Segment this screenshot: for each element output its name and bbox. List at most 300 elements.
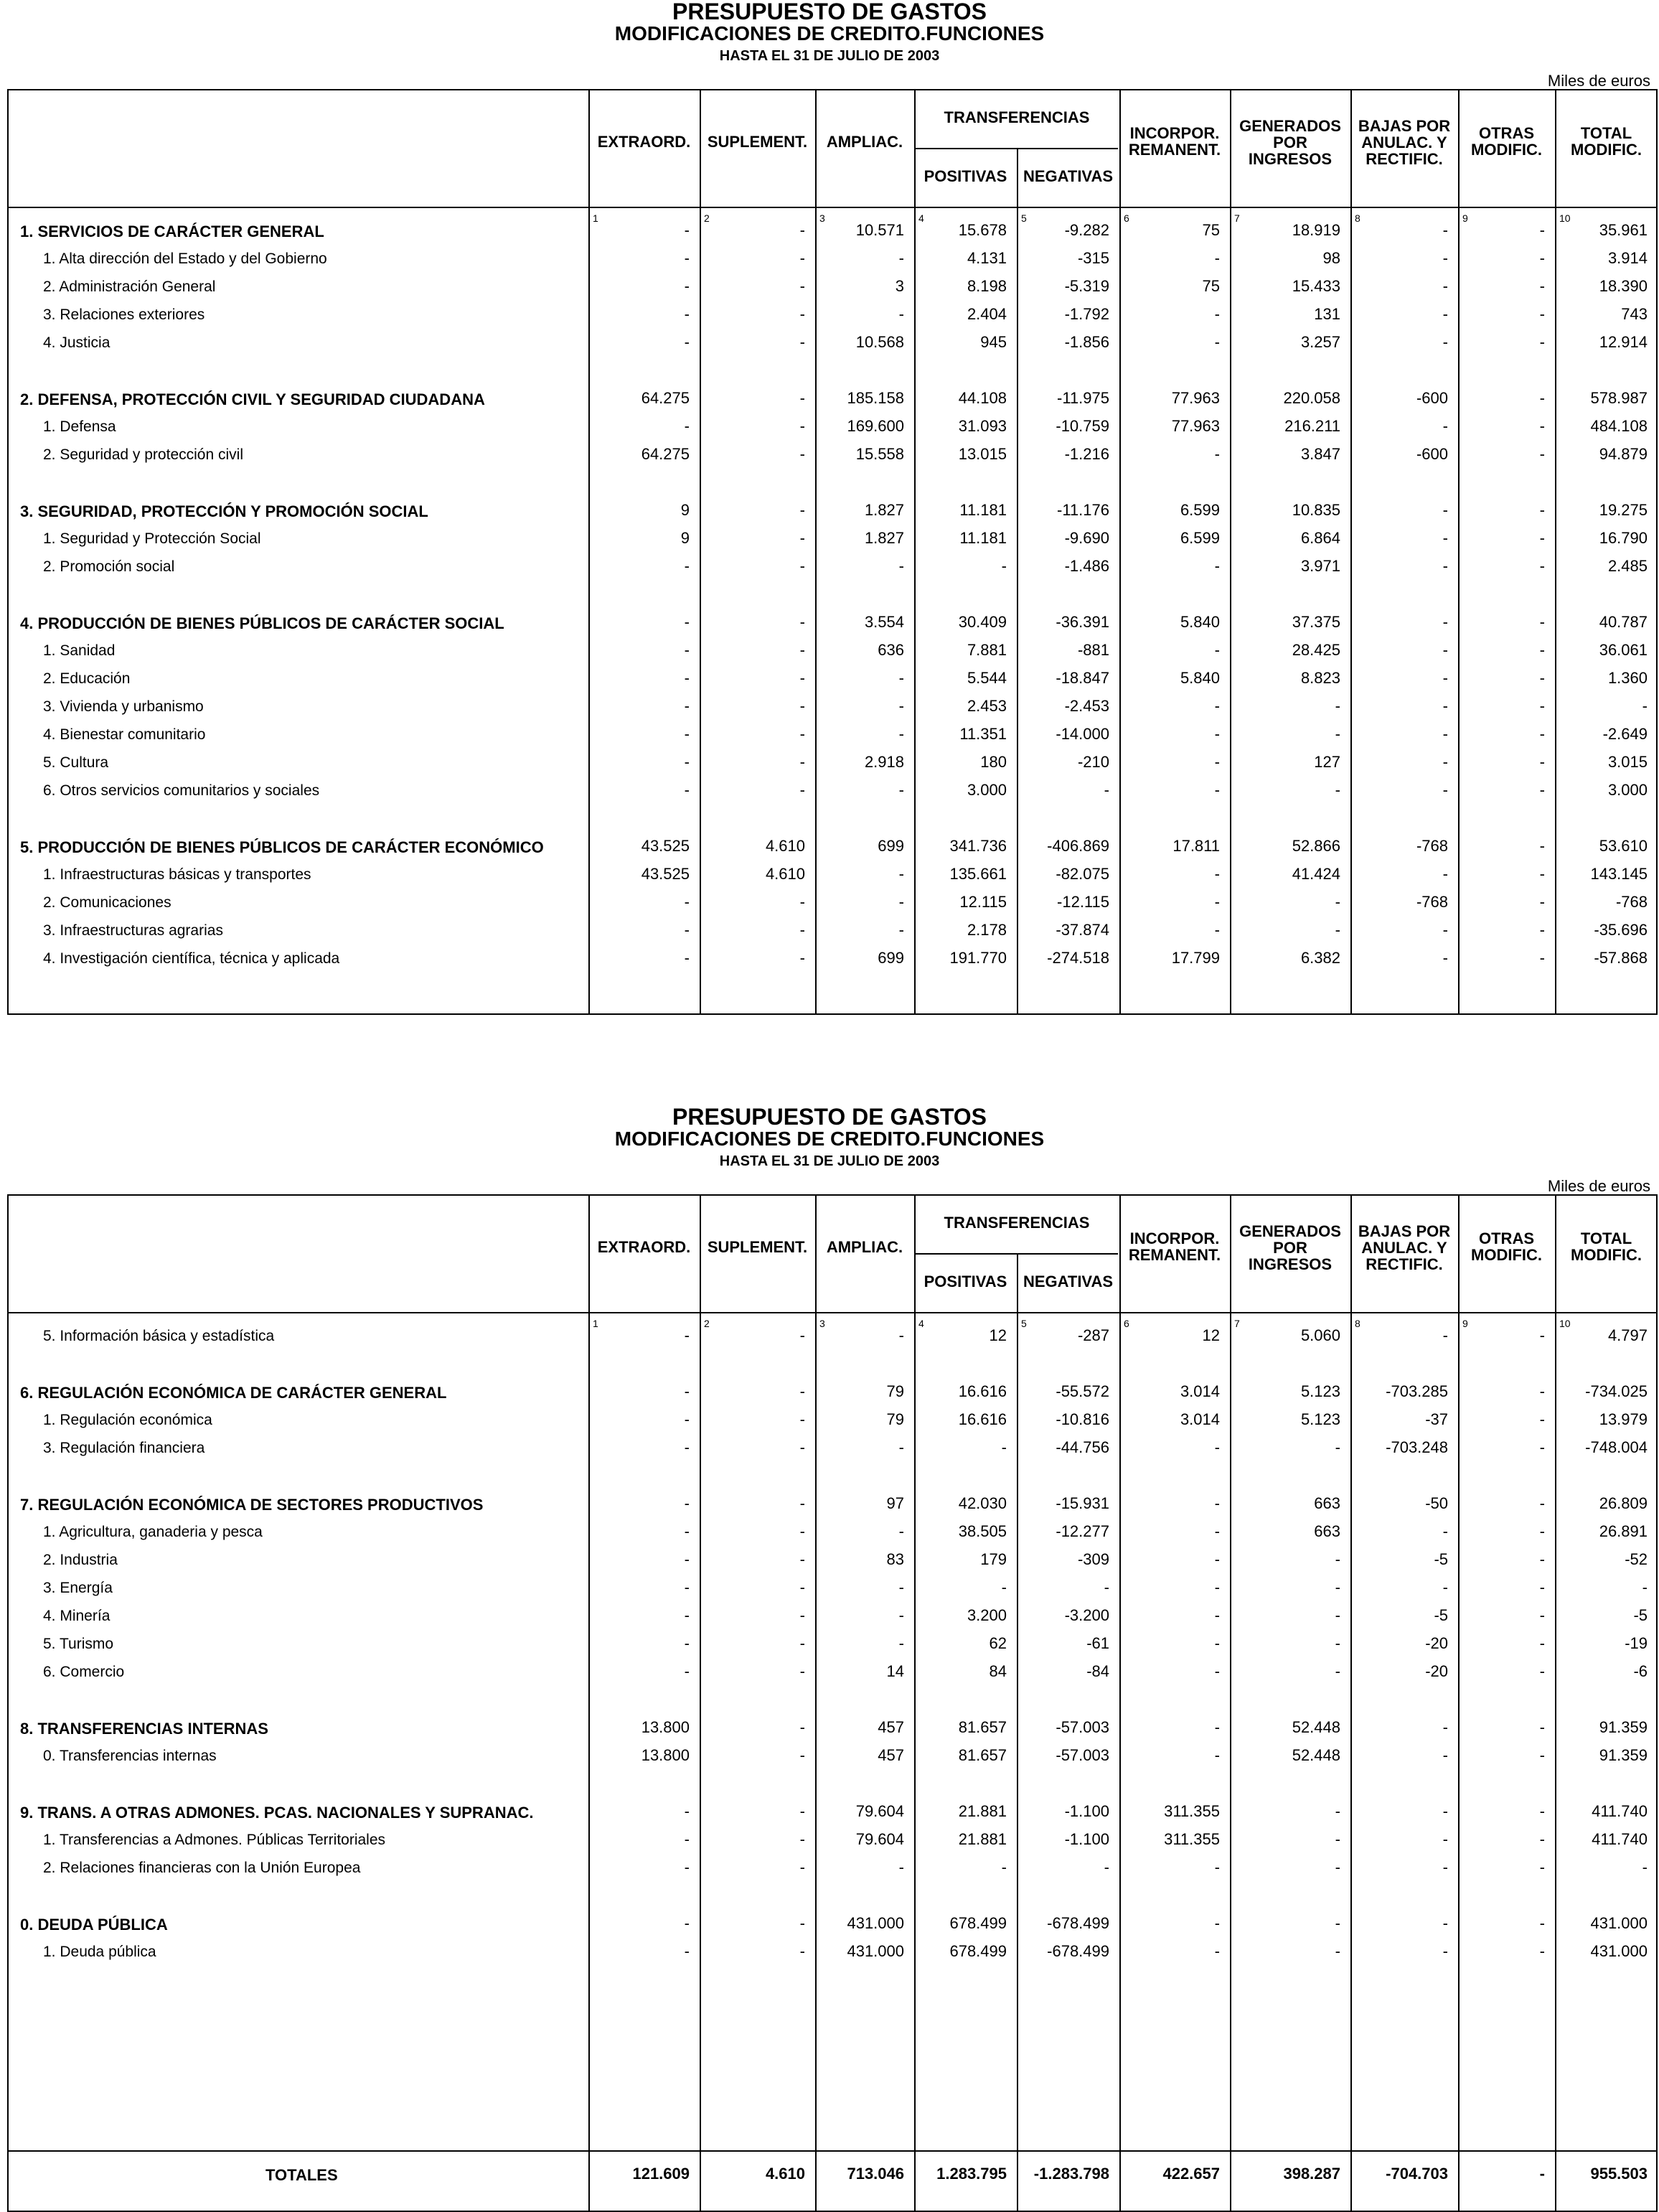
cell-value: -57.868 xyxy=(1594,949,1648,967)
cell-value: 5.123 xyxy=(1300,1382,1340,1400)
cell-value: 5.840 xyxy=(1180,613,1220,631)
table-row xyxy=(9,1939,1659,1967)
cell-value: - xyxy=(799,1326,805,1344)
cell-value: 26.809 xyxy=(1599,1494,1648,1512)
column-header-3 xyxy=(815,133,914,150)
total-value: 121.609 xyxy=(632,2165,690,2183)
cell-value: - xyxy=(1214,921,1220,939)
cell-value: - xyxy=(1442,613,1448,631)
total-value: 398.287 xyxy=(1283,2165,1340,2183)
table-row xyxy=(9,890,1659,917)
cell-value: 84 xyxy=(989,1662,1007,1680)
cell-value: 341.736 xyxy=(949,837,1007,855)
column-header-8 xyxy=(1350,1223,1458,1273)
column-number: 2 xyxy=(704,1318,710,1329)
cell-value: -703.248 xyxy=(1386,1438,1448,1456)
cell-value: -1.856 xyxy=(1064,333,1109,351)
section-row xyxy=(9,1911,1659,1939)
column-header-5 xyxy=(1017,1273,1119,1290)
cell-value: - xyxy=(1214,1494,1220,1512)
column-header-line: POR xyxy=(1273,1239,1307,1257)
section-row xyxy=(9,834,1659,861)
cell-value: - xyxy=(898,249,904,267)
cell-value: - xyxy=(684,725,690,743)
cell-value: 19.275 xyxy=(1599,501,1648,519)
cell-value: - xyxy=(684,1634,690,1652)
cell-value: - xyxy=(799,1382,805,1400)
column-header-3 xyxy=(815,1239,914,1255)
cell-value: 636 xyxy=(878,641,904,659)
cell-value: 37.375 xyxy=(1292,613,1340,631)
cell-value: 8.198 xyxy=(967,277,1007,295)
cell-value: 6.864 xyxy=(1300,529,1340,547)
row-label: 1. Agricultura, ganaderia y pesca xyxy=(43,1524,263,1540)
cell-value: - xyxy=(1214,557,1220,575)
table-row xyxy=(9,1827,1659,1855)
cell-value: 31.093 xyxy=(958,417,1007,435)
row-label: 1. SERVICIOS DE CARÁCTER GENERAL xyxy=(20,222,324,240)
transferencias-divider xyxy=(914,1253,1118,1255)
cell-value: - xyxy=(1442,557,1448,575)
cell-value: - xyxy=(799,697,805,715)
cell-value: - xyxy=(898,697,904,715)
table-row xyxy=(9,1407,1659,1435)
cell-value: 64.275 xyxy=(641,389,690,407)
cell-value: - xyxy=(684,1410,690,1428)
row-label: 7. REGULACIÓN ECONÓMICA DE SECTORES PRODUCTIVOS xyxy=(20,1496,484,1514)
cell-value: - xyxy=(799,1606,805,1624)
cell-value: 12 xyxy=(989,1326,1007,1344)
section-row xyxy=(9,386,1659,413)
cell-value: - xyxy=(1442,1802,1448,1820)
row-label: 4. Bienestar comunitario xyxy=(43,726,206,743)
cell-value: -9.282 xyxy=(1064,221,1109,239)
cell-value: 12.914 xyxy=(1599,333,1648,351)
table-row xyxy=(9,778,1659,805)
cell-value: 431.000 xyxy=(1590,1942,1648,1960)
cell-value: -82.075 xyxy=(1056,865,1109,883)
row-label: 1. Transferencias a Admones. Públicas Territoriales xyxy=(43,1832,386,1848)
cell-value: - xyxy=(1214,305,1220,323)
cell-value: - xyxy=(1214,725,1220,743)
cell-value: - xyxy=(1442,1718,1448,1736)
row-label: 9. TRANS. A OTRAS ADMONES. PCAS. NACIONALES Y SUPRANAC. xyxy=(20,1804,534,1822)
cell-value: 14 xyxy=(886,1662,904,1680)
column-header-line: ANULAC. Y xyxy=(1361,1239,1447,1257)
cell-value: 431.000 xyxy=(847,1914,904,1932)
data-table xyxy=(7,1194,1658,2212)
column-header-line: INGRESOS xyxy=(1248,150,1333,169)
column-header-line: OTRAS xyxy=(1479,124,1534,142)
cell-value: - xyxy=(1442,669,1448,687)
section-row xyxy=(9,1491,1659,1519)
header-divider xyxy=(9,207,1656,208)
cell-value: 12 xyxy=(1202,1326,1220,1344)
cell-value: -1.792 xyxy=(1064,305,1109,323)
cell-value: - xyxy=(1442,333,1448,351)
table-row xyxy=(9,1631,1659,1659)
table-row xyxy=(9,694,1659,721)
column-header-line: REMANENT. xyxy=(1128,141,1221,159)
totals-divider xyxy=(9,2150,1656,2152)
column-header-line: INCORPOR. xyxy=(1129,1229,1220,1247)
cell-value: 8.823 xyxy=(1300,669,1340,687)
row-label: 6. Otros servicios comunitarios y sociales xyxy=(43,782,320,799)
cell-value: - xyxy=(1335,1550,1340,1568)
cell-value: 2.918 xyxy=(864,753,904,771)
cell-value: - xyxy=(684,221,690,239)
cell-value: 81.657 xyxy=(958,1718,1007,1736)
row-label: 1. Defensa xyxy=(43,418,116,435)
cell-value: -678.499 xyxy=(1047,1942,1109,1960)
cell-value: - xyxy=(1442,949,1448,967)
column-header-line: MODIFIC. xyxy=(1571,141,1642,159)
column-header-4 xyxy=(914,1273,1017,1290)
column-header-line: POR xyxy=(1273,133,1307,152)
document-period: HASTA EL 31 DE JULIO DE 2003 xyxy=(719,1153,940,1169)
table-row xyxy=(9,554,1659,581)
cell-value: - xyxy=(684,1578,690,1596)
column-header-line: BAJAS POR xyxy=(1358,117,1451,135)
cell-value: - xyxy=(684,249,690,267)
cell-value: - xyxy=(898,1326,904,1344)
cell-value: - xyxy=(1539,641,1545,659)
cell-value: -9.690 xyxy=(1064,529,1109,547)
cell-value: - xyxy=(1539,1942,1545,1960)
column-header-9 xyxy=(1458,125,1555,158)
column-number: 1 xyxy=(593,1318,598,1329)
row-label: 6. Comercio xyxy=(43,1664,125,1680)
row-label: 2. Administración General xyxy=(43,278,216,295)
cell-value: -20 xyxy=(1425,1634,1448,1652)
cell-value: - xyxy=(799,949,805,967)
cell-value: - xyxy=(1214,249,1220,267)
section-row xyxy=(9,1715,1659,1743)
column-header-line: NEGATIVAS xyxy=(1023,1273,1114,1290)
column-header-line: BAJAS POR xyxy=(1358,1222,1451,1240)
column-header-6 xyxy=(1119,125,1230,158)
cell-value: - xyxy=(799,781,805,799)
cell-value: - xyxy=(1214,1858,1220,1876)
cell-value: - xyxy=(1442,725,1448,743)
cell-value: - xyxy=(1442,1830,1448,1848)
row-label: 2. DEFENSA, PROTECCIÓN CIVIL Y SEGURIDAD CIUDADANA xyxy=(20,390,485,408)
cell-value: 62 xyxy=(989,1634,1007,1652)
column-number: 4 xyxy=(918,212,924,224)
row-label: 5. PRODUCCIÓN DE BIENES PÚBLICOS DE CARÁCTER ECONÓMICO xyxy=(20,838,544,856)
cell-value: -2.453 xyxy=(1064,697,1109,715)
section-row xyxy=(9,218,1659,245)
column-header-10 xyxy=(1555,125,1658,158)
cell-value: 6.382 xyxy=(1300,949,1340,967)
cell-value: - xyxy=(684,1662,690,1680)
cell-value: 1.360 xyxy=(1607,669,1648,687)
cell-value: 40.787 xyxy=(1599,613,1648,631)
cell-value: 12.115 xyxy=(959,893,1007,911)
cell-value: 945 xyxy=(980,333,1007,351)
cell-value: 678.499 xyxy=(949,1914,1007,1932)
cell-value: 9 xyxy=(680,501,690,519)
table-row xyxy=(9,1519,1659,1547)
cell-value: - xyxy=(799,1662,805,1680)
cell-value: 9 xyxy=(680,529,690,547)
cell-value: 5.544 xyxy=(967,669,1007,687)
cell-value: - xyxy=(684,277,690,295)
cell-value: - xyxy=(799,1830,805,1848)
cell-value: 79.604 xyxy=(855,1802,904,1820)
cell-value: - xyxy=(1214,1718,1220,1736)
column-header-line: POSITIVAS xyxy=(924,167,1007,185)
cell-value: -1.100 xyxy=(1064,1830,1109,1848)
row-label: 2. Industria xyxy=(43,1552,118,1568)
cell-value: 3.200 xyxy=(967,1606,1007,1624)
cell-value: 36.061 xyxy=(1599,641,1648,659)
column-header-line: ANULAC. Y xyxy=(1361,133,1447,152)
cell-value: - xyxy=(1539,1382,1545,1400)
cell-value: - xyxy=(684,1382,690,1400)
cell-value: - xyxy=(1539,1606,1545,1624)
row-label: 1. Infraestructuras básicas y transportes xyxy=(43,866,311,883)
cell-value: 35.961 xyxy=(1599,221,1648,239)
cell-value: 7.881 xyxy=(967,641,1007,659)
column-header-line: SUPLEMENT. xyxy=(707,133,808,151)
cell-value: - xyxy=(898,893,904,911)
column-header-2 xyxy=(700,1239,815,1255)
cell-value: 411.740 xyxy=(1592,1802,1648,1820)
cell-value: - xyxy=(1539,1662,1545,1680)
row-label: 1. Sanidad xyxy=(43,642,116,659)
cell-value: -55.572 xyxy=(1056,1382,1109,1400)
cell-value: 431.000 xyxy=(1590,1914,1648,1932)
cell-value: - xyxy=(684,1550,690,1568)
row-label: 3. Vivienda y urbanismo xyxy=(43,698,204,715)
cell-value: 2.178 xyxy=(967,921,1007,939)
cell-value: 311.355 xyxy=(1164,1802,1220,1820)
cell-value: 699 xyxy=(878,949,904,967)
cell-value: 16.616 xyxy=(958,1382,1007,1400)
cell-value: 2.453 xyxy=(967,697,1007,715)
column-number: 7 xyxy=(1234,1318,1240,1329)
cell-value: - xyxy=(799,1858,805,1876)
cell-value: -1.486 xyxy=(1064,557,1109,575)
cell-value: - xyxy=(1539,249,1545,267)
column-number: 6 xyxy=(1124,212,1129,224)
column-header-line: MODIFIC. xyxy=(1571,1246,1642,1265)
cell-value: - xyxy=(1539,1578,1545,1596)
cell-value: - xyxy=(898,1858,904,1876)
cell-value: 3.000 xyxy=(1607,781,1648,799)
cell-value: - xyxy=(684,1858,690,1876)
cell-value: 578.987 xyxy=(1590,389,1648,407)
row-label: 4. Minería xyxy=(43,1608,111,1624)
cell-value: - xyxy=(898,1606,904,1624)
cell-value: 18.919 xyxy=(1292,221,1340,239)
cell-value: - xyxy=(1442,1914,1448,1932)
cell-value: -1.216 xyxy=(1064,445,1109,463)
cell-value: 3.257 xyxy=(1300,333,1340,351)
cell-value: 143.145 xyxy=(1590,865,1648,883)
cell-value: - xyxy=(1335,921,1340,939)
cell-value: - xyxy=(1539,445,1545,463)
column-header-9 xyxy=(1458,1230,1555,1263)
cell-value: -3.200 xyxy=(1064,1606,1109,1624)
total-value: 1.283.795 xyxy=(936,2165,1007,2183)
cell-value: - xyxy=(1539,725,1545,743)
table-row xyxy=(9,442,1659,469)
cell-value: - xyxy=(1539,221,1545,239)
table-row xyxy=(9,1575,1659,1603)
cell-value: - xyxy=(898,557,904,575)
cell-value: 457 xyxy=(878,1718,904,1736)
cell-value: 131 xyxy=(1314,305,1340,323)
cell-value: - xyxy=(898,781,904,799)
cell-value: 16.616 xyxy=(958,1410,1007,1428)
cell-value: - xyxy=(1539,1494,1545,1512)
cell-value: - xyxy=(799,669,805,687)
row-label: 4. Justicia xyxy=(43,334,111,351)
cell-value: 4.131 xyxy=(967,249,1007,267)
cell-value: - xyxy=(1335,725,1340,743)
column-number: 10 xyxy=(1559,1318,1571,1329)
cell-value: - xyxy=(799,501,805,519)
cell-value: -210 xyxy=(1077,753,1109,771)
cell-value: 97 xyxy=(886,1494,904,1512)
cell-value: 678.499 xyxy=(949,1942,1007,1960)
cell-value: - xyxy=(1539,697,1545,715)
cell-value: - xyxy=(1442,921,1448,939)
table-row xyxy=(9,1603,1659,1631)
cell-value: - xyxy=(1442,221,1448,239)
cell-value: - xyxy=(1442,865,1448,883)
cell-value: - xyxy=(684,1942,690,1960)
cell-value: - xyxy=(1442,417,1448,435)
cell-value: - xyxy=(684,557,690,575)
cell-value: 26.891 xyxy=(1599,1522,1648,1540)
cell-value: - xyxy=(799,1718,805,1736)
cell-value: 52.448 xyxy=(1292,1746,1340,1764)
cell-value: - xyxy=(799,1634,805,1652)
cell-value: - xyxy=(799,1522,805,1540)
cell-value: - xyxy=(898,669,904,687)
cell-value: - xyxy=(1214,781,1220,799)
cell-value: - xyxy=(1539,669,1545,687)
cell-value: - xyxy=(1214,697,1220,715)
cell-value: - xyxy=(1214,1662,1220,1680)
cell-value: 41.424 xyxy=(1292,865,1340,883)
cell-value: -20 xyxy=(1425,1662,1448,1680)
column-number: 2 xyxy=(704,212,710,224)
cell-value: - xyxy=(799,277,805,295)
cell-value: - xyxy=(799,221,805,239)
cell-value: 18.390 xyxy=(1599,277,1648,295)
column-header-line: RECTIFIC. xyxy=(1366,1255,1443,1274)
column-number: 8 xyxy=(1355,1318,1360,1329)
column-number: 1 xyxy=(593,212,598,224)
column-number: 10 xyxy=(1559,212,1571,224)
cell-value: - xyxy=(1335,697,1340,715)
cell-value: - xyxy=(1539,389,1545,407)
cell-value: - xyxy=(1442,529,1448,547)
cell-value: - xyxy=(799,445,805,463)
cell-value: -600 xyxy=(1416,445,1448,463)
cell-value: -10.816 xyxy=(1056,1410,1109,1428)
table-row xyxy=(9,274,1659,301)
cell-value: - xyxy=(1442,1942,1448,1960)
cell-value: 13.800 xyxy=(641,1718,690,1736)
cell-value: 699 xyxy=(878,837,904,855)
cell-value: - xyxy=(684,305,690,323)
cell-value: - xyxy=(1214,1746,1220,1764)
column-header-1 xyxy=(588,133,700,150)
column-header-1 xyxy=(588,1239,700,1255)
document-subtitle: MODIFICACIONES DE CREDITO.FUNCIONES xyxy=(614,1128,1045,1150)
cell-value: - xyxy=(1335,1942,1340,1960)
column-number: 5 xyxy=(1021,212,1027,224)
column-number: 6 xyxy=(1124,1318,1129,1329)
table-row xyxy=(9,1659,1659,1687)
cell-value: - xyxy=(684,753,690,771)
column-header-line: TOTAL xyxy=(1580,124,1632,142)
cell-value: -19 xyxy=(1625,1634,1648,1652)
cell-value: 431.000 xyxy=(847,1942,904,1960)
cell-value: -406.869 xyxy=(1047,837,1109,855)
cell-value: - xyxy=(684,417,690,435)
row-label: 1. Regulación económica xyxy=(43,1412,212,1428)
cell-value: - xyxy=(1539,1438,1545,1456)
cell-value: 743 xyxy=(1621,305,1648,323)
cell-value: -11.975 xyxy=(1057,389,1109,407)
table-row xyxy=(9,526,1659,553)
cell-value: - xyxy=(1642,697,1648,715)
cell-value: - xyxy=(684,1606,690,1624)
document-title: PRESUPUESTO DE GASTOS xyxy=(672,1104,987,1130)
cell-value: -5 xyxy=(1434,1606,1448,1624)
cell-value: - xyxy=(799,1410,805,1428)
cell-value: 191.770 xyxy=(949,949,1007,967)
cell-value: - xyxy=(1442,641,1448,659)
table-row xyxy=(9,414,1659,441)
cell-value: - xyxy=(1214,1550,1220,1568)
cell-value: - xyxy=(799,417,805,435)
cell-value: - xyxy=(1442,305,1448,323)
section-row xyxy=(9,498,1659,525)
cell-value: - xyxy=(1539,1522,1545,1540)
units-label: Miles de euros xyxy=(1547,1177,1650,1195)
cell-value: 10.835 xyxy=(1292,501,1340,519)
section-row xyxy=(9,1799,1659,1827)
cell-value: 79 xyxy=(886,1382,904,1400)
cell-value: - xyxy=(1442,277,1448,295)
cell-value: - xyxy=(1214,865,1220,883)
cell-value: - xyxy=(1539,277,1545,295)
cell-value: 220.058 xyxy=(1283,389,1340,407)
cell-value: - xyxy=(1539,305,1545,323)
cell-value: - xyxy=(1539,1830,1545,1848)
cell-value: -36.391 xyxy=(1056,613,1109,631)
cell-value: 98 xyxy=(1322,249,1340,267)
cell-value: 10.568 xyxy=(855,333,904,351)
cell-value: -61 xyxy=(1086,1634,1109,1652)
cell-value: 484.108 xyxy=(1590,417,1648,435)
cell-value: - xyxy=(799,613,805,631)
document-title: PRESUPUESTO DE GASTOS xyxy=(672,0,987,24)
column-header-line: TOTAL xyxy=(1580,1229,1632,1247)
cell-value: - xyxy=(1539,1802,1545,1820)
row-label: 5. Turismo xyxy=(43,1636,114,1652)
cell-value: - xyxy=(1539,557,1545,575)
cell-value: 44.108 xyxy=(958,389,1007,407)
cell-value: -600 xyxy=(1416,389,1448,407)
